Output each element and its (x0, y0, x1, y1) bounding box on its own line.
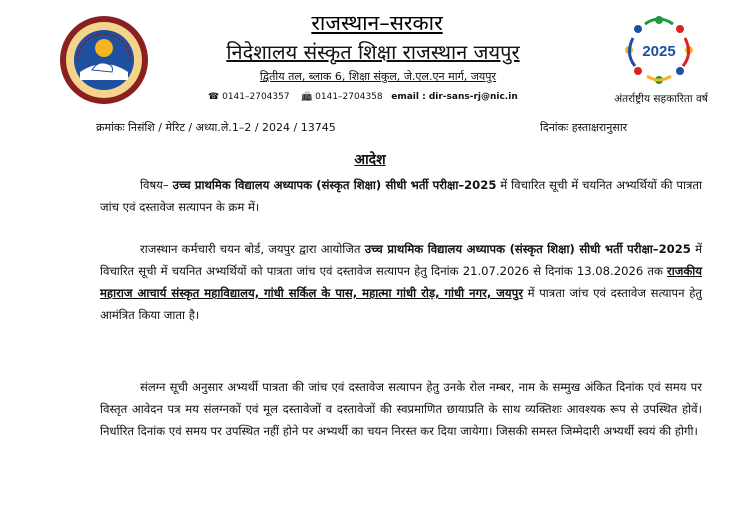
subject-exam-name: उच्च प्राथमिक विद्यालय अध्यापक (संस्कृत शिक्षा) सीधी भर्ती परीक्षा–2025 (172, 178, 497, 192)
subject-prefix: विषय– (140, 178, 173, 192)
fax-number: 0141–2704358 (315, 92, 383, 102)
subject-paragraph (100, 174, 702, 218)
contact-line (208, 92, 518, 102)
subject-rest: में विचारित सूची में चयनित अभ्यर्थियों की पात्रता जांच एवं दस्तावेज सत्यापन के क्रम में। (100, 178, 702, 214)
phone-icon: ☎ (208, 92, 220, 102)
government-name: राजस्थान–सरकार (311, 11, 443, 35)
invitation-exam-name: उच्च प्राथमिक विद्यालय अध्यापक (संस्कृत शिक्षा) सीधी भर्ती परीक्षा–2025 (364, 242, 691, 256)
directorate-name: निदेशालय संस्कृत शिक्षा राजस्थान जयपुर (226, 40, 520, 64)
venue-address: राजकीय महाराज आचार्य संस्कृत महाविद्यालय, गांधी सर्किल के पास, महात्मा गांधी रोड़, गांधी नगर, जयपुर (100, 264, 702, 300)
email-address[interactable]: dir-sans-rj@nic.in (428, 92, 518, 102)
reference-number: क्रमांकः निसंशि / मेरिट / अध्या.ले.1–2 / 2024 / 13745 (96, 121, 336, 134)
invitation-paragraph (100, 238, 702, 326)
fax-icon: 📠 (301, 92, 313, 102)
invitation-text-1: राजस्थान कर्मचारी चयन बोर्ड, जयपुर द्वारा आयोजित (140, 242, 365, 256)
reference-date: दिनांकः हस्ताक्षरानुसार (540, 121, 628, 134)
instructions-paragraph (100, 376, 702, 442)
phone-number: 0141–2704357 (222, 92, 290, 102)
office-address: द्वितीय तल, ब्लाक 6, शिक्षा संकुल, जे.एल.एन मार्ग, जयपुर (259, 70, 497, 83)
invitation-text-3: में पात्रता जांच एवं दस्तावेज सत्यापन हेतु आमंत्रित किया जाता है। (100, 286, 702, 322)
cooperative-year-caption: अंतर्राष्ट्रीय सहकारिता वर्ष (614, 93, 708, 105)
order-title: आदेश (354, 152, 386, 168)
instructions-text: संलग्न सूची अनुसार अभ्यर्थी पात्रता की जांच एवं दस्तावेज सत्यापन हेतु उनके रोल नम्बर, नाम के सम्मुख अंकित दिनांक एवं समय पर विस्तृत आवेदन पत्र मय संलग्नकों एवं मूल दस्तावेजों व दस्तावेजों की स्वप्रमाणित छायाप्रति के साथ व्यक्तिशः आवश्यक रूप से उपस्थित होवें। निर्धारित दिनांक एवं समय पर उपस्थित नहीं होने पर अभ्यर्थी का चयन निरस्त कर दिया जायेगा। जिसकी समस्त जिम्मेदारी अभ्यर्थी स्वयं की होगी। (100, 380, 702, 438)
invitation-text-2: में विचारित सूची में चयनित अभ्यर्थियों को पात्रता जांच एवं दस्तावेज सत्यापन हेतु दिनांक 21.07.2026 से दिनांक 13.08.2026 तक (100, 242, 703, 278)
cooperative-year-logo (618, 12, 700, 92)
department-emblem (58, 14, 150, 106)
email-label: email : (391, 92, 429, 102)
logo-year: 2025 (642, 43, 676, 60)
